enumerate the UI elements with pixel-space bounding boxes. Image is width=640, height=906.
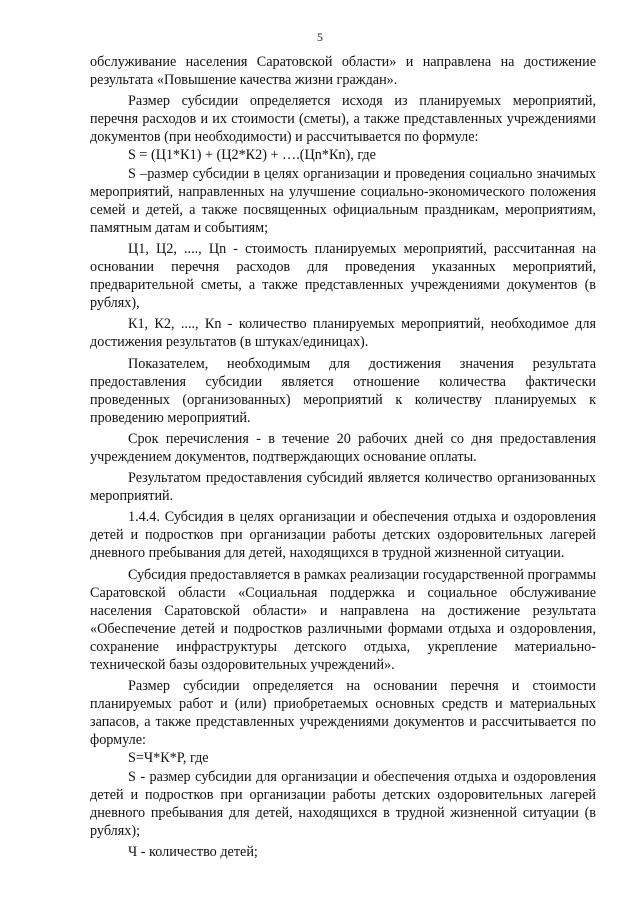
paragraph-subsidy-size: Размер субсидии определяется исходя из планируемых мероприятий, перечня расходов и их стоимости (сметы), а также представленных учреждениями документов (при необходимости) и рассчитывается по формуле: [90, 93, 596, 146]
page-number: 5 [317, 30, 323, 44]
paragraph-s-definition-2: S - размер субсидии для организации и обеспечения отдыха и оздоровления детей и подростков при организации работы детских оздоровительных лагерей дневного пребывания для детей, находящихся в трудной жизненной ситуации (в рублях); [90, 768, 596, 839]
paragraph-intro: обслуживание населения Саратовской области» и направлена на достижение результата «Повышение качества жизни граждан». [90, 54, 596, 89]
paragraph-subsidy-size-2: Размер субсидии определяется на основании перечня и стоимости планируемых работ и (или) приобретаемых основных средств и материальных запасов, а также представленных учреждениями документов и рассчитывается по формуле: [90, 678, 596, 749]
paragraph-c-definition: Ц1, Ц2, ...., Цn - стоимость планируемых мероприятий, рассчитанная на основании перечня расходов для проведения указанных мероприятий, предварительной сметы, а также представленных учреждениями документов (в рублях), [90, 240, 596, 312]
formula-product: S=Ч*К*Р, где [128, 750, 209, 767]
paragraph-payment-term: Срок перечисления - в течение 20 рабочих дней со дня предоставления учреждением документов, подтверждающих основание оплаты. [90, 430, 596, 465]
formula-sum: S = (Ц1*К1) + (Ц2*К2) + ….(Цn*Кn), где [128, 147, 376, 164]
paragraph-s-definition: S –размер субсидии в целях организации и проведения социально значимых мероприятий, направленных на улучшение социально-экономического положения семей и детей, а также посвященных официальным праздникам, мероприятиям, памятным датам и событиям; [90, 165, 596, 236]
paragraph-result: Результатом предоставления субсидий является количество организованных мероприятий. [90, 470, 596, 505]
paragraph-program: Субсидия предоставляется в рамках реализации государственной программы Саратовской области «Социальная поддержка и социальное обслуживание населения Саратовской области» и направлена на достижение результата «Обеспечение детей и подростков различными формами отдыха и оздоровления, сохранение инфраструктуры детского отдыха, укрепление материально-технической базы оздоровительных учреждений». [90, 566, 596, 673]
document-body [90, 53, 596, 861]
paragraph-section-1-4-4: 1.4.4. Субсидия в целях организации и обеспечения отдыха и оздоровления детей и подростков при организации работы детских оздоровительных лагерей дневного пребывания для детей, находящихся в трудной жизненной ситуации. [90, 509, 596, 562]
paragraph-indicator: Показателем, необходимым для достижения значения результата предоставления субсидии является отношение количества фактически проведенных (организованных) мероприятий к количеству планируемых к проведению мероприятий. [90, 355, 596, 426]
paragraph-ch-definition: Ч - количество детей; [128, 843, 258, 860]
paragraph-k-definition: К1, К2, ...., Кn - количество планируемых мероприятий, необходимое для достижения результатов (в штуках/единицах). [90, 316, 596, 351]
